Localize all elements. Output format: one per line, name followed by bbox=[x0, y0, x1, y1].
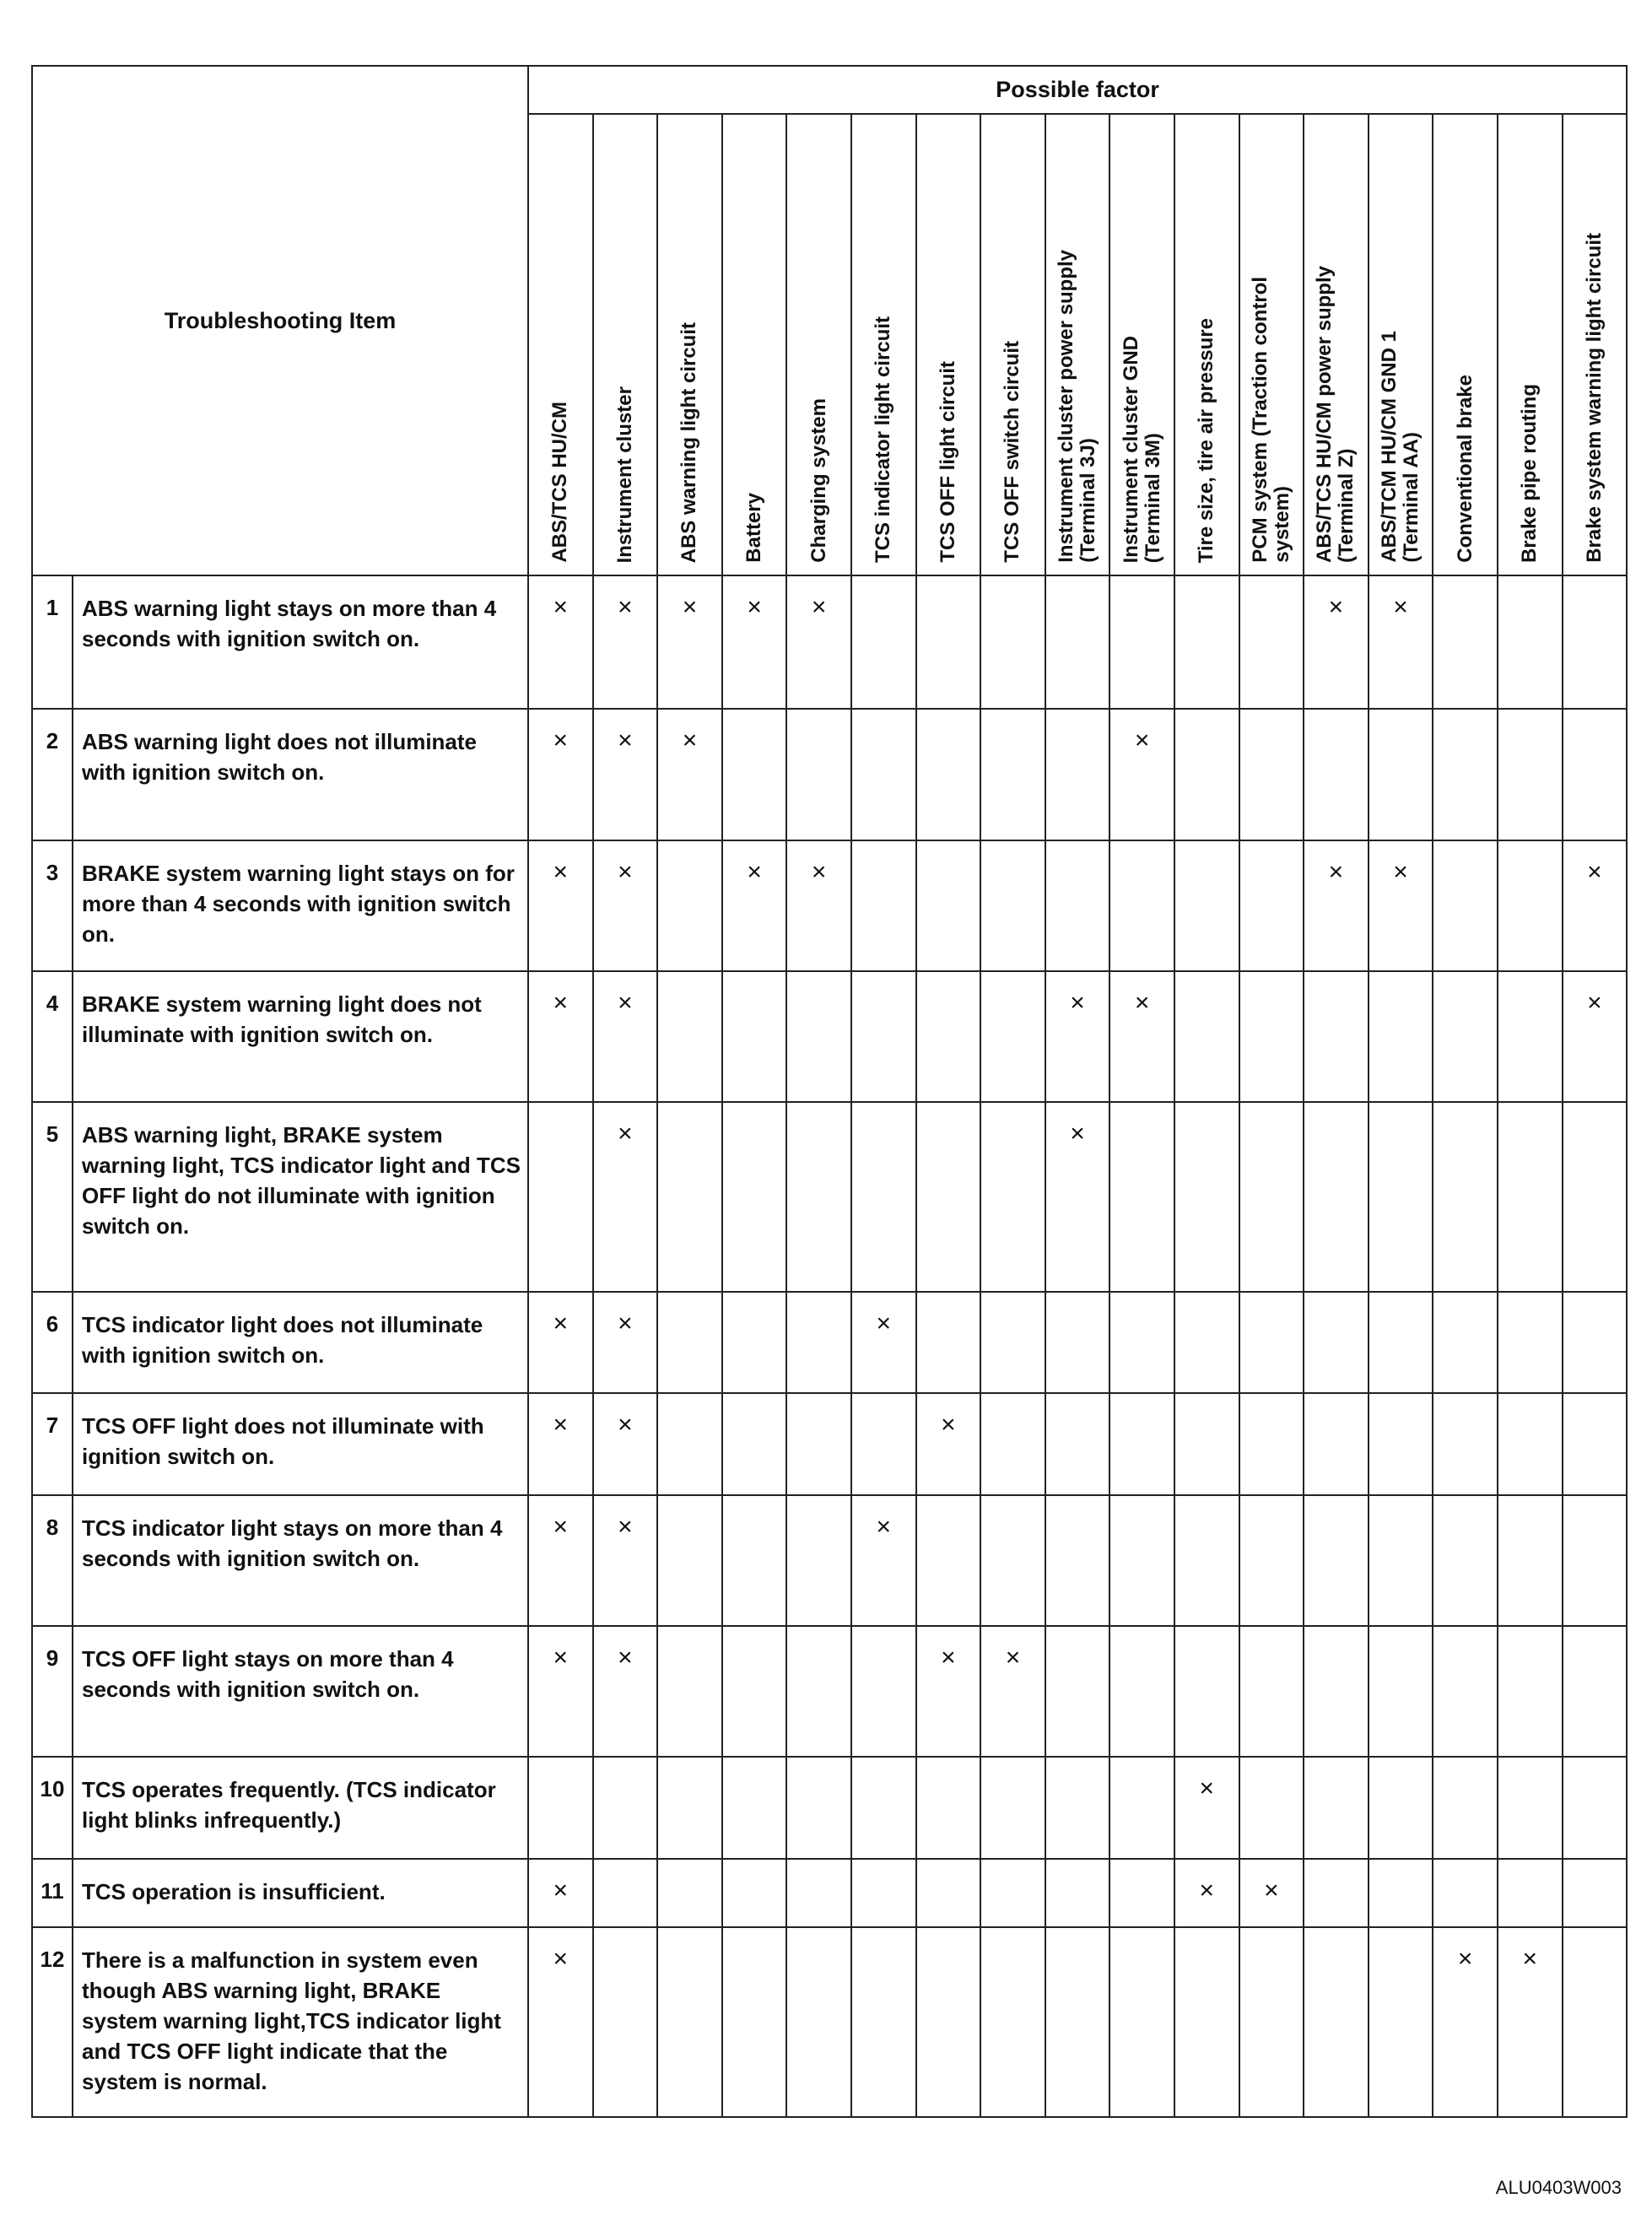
factor-cell-empty bbox=[1174, 840, 1239, 971]
factor-cell-empty bbox=[1109, 575, 1174, 709]
factor-mark: × bbox=[1369, 840, 1433, 971]
factor-cell-empty bbox=[1239, 1626, 1304, 1757]
factor-cell-empty bbox=[1563, 1292, 1628, 1394]
table-row bbox=[32, 575, 1627, 709]
factor-cell-empty bbox=[786, 1626, 851, 1757]
factor-cell-empty bbox=[1498, 709, 1563, 840]
factor-cell-empty bbox=[1174, 709, 1239, 840]
factor-mark: × bbox=[528, 971, 593, 1102]
factor-header-cell bbox=[593, 114, 658, 575]
factor-mark: × bbox=[722, 840, 787, 971]
factor-cell-empty bbox=[1304, 1495, 1369, 1626]
factor-cell-empty bbox=[657, 1859, 722, 1928]
table-row bbox=[32, 1102, 1627, 1292]
factor-mark: × bbox=[593, 971, 658, 1102]
factor-header-cell bbox=[786, 114, 851, 575]
factor-mark: × bbox=[528, 709, 593, 840]
factor-cell-empty bbox=[1433, 575, 1498, 709]
factor-cell-empty bbox=[1174, 1393, 1239, 1495]
factor-cell-empty bbox=[980, 709, 1045, 840]
factor-cell-empty bbox=[593, 1927, 658, 2117]
factor-mark: × bbox=[1109, 971, 1174, 1102]
factor-cell-empty bbox=[1045, 1757, 1110, 1859]
factor-cell-empty bbox=[657, 840, 722, 971]
factor-label: Battery bbox=[742, 493, 766, 563]
factor-label: PCM system (Traction control system) bbox=[1248, 277, 1293, 563]
factor-cell-empty bbox=[1109, 1757, 1174, 1859]
factor-cell-empty bbox=[722, 1102, 787, 1292]
factor-cell-empty bbox=[786, 1292, 851, 1394]
factor-header-cell bbox=[1174, 114, 1239, 575]
factor-header-cell bbox=[1109, 114, 1174, 575]
factor-cell-empty bbox=[916, 709, 981, 840]
factor-cell-empty bbox=[1498, 1495, 1563, 1626]
factor-cell-empty bbox=[1563, 1495, 1628, 1626]
factor-cell-empty bbox=[1433, 1757, 1498, 1859]
factor-cell-empty bbox=[1433, 840, 1498, 971]
factor-header-cell bbox=[1498, 114, 1563, 575]
factor-cell-empty bbox=[657, 1927, 722, 2117]
factor-cell-empty bbox=[1174, 971, 1239, 1102]
factor-header-cell bbox=[1239, 114, 1304, 575]
troubleshooting-item-text: TCS OFF light does not illuminate with ignition switch on. bbox=[73, 1393, 528, 1495]
row-number: 11 bbox=[32, 1859, 73, 1928]
factor-cell-empty bbox=[980, 971, 1045, 1102]
factor-cell-empty bbox=[722, 1757, 787, 1859]
factor-cell-empty bbox=[1369, 1393, 1433, 1495]
troubleshooting-item-text: ABS warning light does not illuminate with ignition switch on. bbox=[73, 709, 528, 840]
factor-cell-empty bbox=[1433, 709, 1498, 840]
factor-label: Conventional brake bbox=[1453, 375, 1477, 563]
factor-label: Instrument cluster bbox=[613, 386, 636, 563]
factor-mark: × bbox=[1563, 971, 1628, 1102]
factor-cell-empty bbox=[916, 1859, 981, 1928]
row-number: 3 bbox=[32, 840, 73, 971]
factor-cell-empty bbox=[1174, 575, 1239, 709]
factor-cell-empty bbox=[722, 1859, 787, 1928]
factor-cell-empty bbox=[916, 1927, 981, 2117]
factor-cell-empty bbox=[980, 1495, 1045, 1626]
factor-cell-empty bbox=[593, 1859, 658, 1928]
factor-cell-empty bbox=[1239, 575, 1304, 709]
factor-cell-empty bbox=[1304, 1626, 1369, 1757]
factor-cell-empty bbox=[1109, 1626, 1174, 1757]
factor-cell-empty bbox=[1109, 1927, 1174, 2117]
factor-mark: × bbox=[657, 709, 722, 840]
factor-cell-empty bbox=[657, 1495, 722, 1626]
factor-cell-empty bbox=[851, 709, 916, 840]
table-row bbox=[32, 1393, 1627, 1495]
factor-label: Instrument cluster GND (Terminal 3M) bbox=[1119, 335, 1164, 563]
factor-cell-empty bbox=[851, 1757, 916, 1859]
factor-cell-empty bbox=[1369, 709, 1433, 840]
row-number: 1 bbox=[32, 575, 73, 709]
table-row bbox=[32, 840, 1627, 971]
factor-cell-empty bbox=[1174, 1292, 1239, 1394]
factor-mark: × bbox=[528, 1495, 593, 1626]
factor-cell-empty bbox=[980, 1757, 1045, 1859]
factor-cell-empty bbox=[1304, 1757, 1369, 1859]
factor-cell-empty bbox=[1433, 971, 1498, 1102]
factor-cell-empty bbox=[916, 840, 981, 971]
factor-mark: × bbox=[528, 1393, 593, 1495]
factor-cell-empty bbox=[916, 1757, 981, 1859]
troubleshooting-item-text: TCS operation is insufficient. bbox=[73, 1859, 528, 1928]
factor-cell-empty bbox=[1045, 840, 1110, 971]
factor-cell-empty bbox=[657, 1102, 722, 1292]
factor-header-cell bbox=[851, 114, 916, 575]
factor-mark: × bbox=[1174, 1757, 1239, 1859]
row-number: 8 bbox=[32, 1495, 73, 1626]
factor-cell-empty bbox=[1563, 1102, 1628, 1292]
factor-mark: × bbox=[851, 1495, 916, 1626]
factor-mark: × bbox=[786, 575, 851, 709]
factor-label: Instrument cluster power supply (Terminal 3J) bbox=[1055, 250, 1100, 563]
factor-cell-empty bbox=[786, 971, 851, 1102]
factor-cell-empty bbox=[786, 1859, 851, 1928]
factor-cell-empty bbox=[1369, 1859, 1433, 1928]
factor-cell-empty bbox=[916, 1495, 981, 1626]
factor-cell-empty bbox=[1045, 1292, 1110, 1394]
row-number: 9 bbox=[32, 1626, 73, 1757]
factor-cell-empty bbox=[1304, 1102, 1369, 1292]
factor-cell-empty bbox=[1433, 1626, 1498, 1757]
factor-cell-empty bbox=[1045, 1495, 1110, 1626]
factor-cell-empty bbox=[1304, 971, 1369, 1102]
factor-cell-empty bbox=[851, 1102, 916, 1292]
factor-cell-empty bbox=[722, 1292, 787, 1394]
row-number: 12 bbox=[32, 1927, 73, 2117]
factor-cell-empty bbox=[1304, 1927, 1369, 2117]
factor-cell-empty bbox=[1045, 1393, 1110, 1495]
troubleshooting-item-text: TCS operates frequently. (TCS indicator light blinks infrequently.) bbox=[73, 1757, 528, 1859]
factor-header-cell bbox=[1433, 114, 1498, 575]
factor-label: ABS warning light circuit bbox=[678, 321, 701, 563]
factor-header-cell bbox=[1045, 114, 1110, 575]
factor-header-cell bbox=[528, 114, 593, 575]
factor-cell-empty bbox=[1563, 1927, 1628, 2117]
factor-cell-empty bbox=[1239, 1102, 1304, 1292]
factor-cell-empty bbox=[1109, 1102, 1174, 1292]
factor-mark: × bbox=[593, 1495, 658, 1626]
factor-mark: × bbox=[1433, 1927, 1498, 2117]
factor-cell-empty bbox=[980, 840, 1045, 971]
factor-cell-empty bbox=[722, 1626, 787, 1757]
factor-mark: × bbox=[593, 575, 658, 709]
table-row bbox=[32, 1927, 1627, 2117]
factor-cell-empty bbox=[851, 971, 916, 1102]
factor-cell-empty bbox=[657, 1393, 722, 1495]
factor-cell-empty bbox=[722, 971, 787, 1102]
table-row bbox=[32, 1495, 1627, 1626]
factor-mark: × bbox=[593, 1102, 658, 1292]
factor-cell-empty bbox=[1174, 1495, 1239, 1626]
factor-cell-empty bbox=[1433, 1859, 1498, 1928]
figure-code: ALU0403W003 bbox=[1495, 2177, 1622, 2198]
factor-cell-empty bbox=[1045, 575, 1110, 709]
factor-mark: × bbox=[1045, 1102, 1110, 1292]
factor-header-cell bbox=[1563, 114, 1628, 575]
factor-mark: × bbox=[528, 1626, 593, 1757]
factor-label: TCS OFF light circuit bbox=[936, 361, 959, 563]
factor-mark: × bbox=[528, 575, 593, 709]
troubleshooting-item-text: BRAKE system warning light does not illuminate with ignition switch on. bbox=[73, 971, 528, 1102]
factor-cell-empty bbox=[980, 1927, 1045, 2117]
factor-cell-empty bbox=[851, 1626, 916, 1757]
factor-header-cell bbox=[1304, 114, 1369, 575]
factor-mark: × bbox=[1304, 840, 1369, 971]
factor-cell-empty bbox=[916, 575, 981, 709]
factor-cell-empty bbox=[1563, 1859, 1628, 1928]
table-row bbox=[32, 1859, 1627, 1928]
factor-cell-empty bbox=[851, 1927, 916, 2117]
factor-cell-empty bbox=[851, 575, 916, 709]
factor-cell-empty bbox=[916, 971, 981, 1102]
troubleshooting-item-text: TCS OFF light stays on more than 4 seconds with ignition switch on. bbox=[73, 1626, 528, 1757]
row-number: 2 bbox=[32, 709, 73, 840]
factor-cell-empty bbox=[786, 1393, 851, 1495]
factor-cell-empty bbox=[657, 971, 722, 1102]
factor-cell-empty bbox=[1109, 1495, 1174, 1626]
factor-cell-empty bbox=[786, 709, 851, 840]
factor-cell-empty bbox=[1369, 1757, 1433, 1859]
factor-mark: × bbox=[1239, 1859, 1304, 1928]
factor-mark: × bbox=[1498, 1927, 1563, 2117]
factor-cell-empty bbox=[1239, 709, 1304, 840]
factor-mark: × bbox=[593, 840, 658, 971]
factor-cell-empty bbox=[1239, 1393, 1304, 1495]
factor-cell-empty bbox=[1498, 840, 1563, 971]
factor-cell-empty bbox=[1433, 1393, 1498, 1495]
table-row bbox=[32, 709, 1627, 840]
factor-label: Charging system bbox=[807, 398, 830, 563]
factor-mark: × bbox=[657, 575, 722, 709]
factor-cell-empty bbox=[1369, 1626, 1433, 1757]
factor-cell-empty bbox=[1563, 1393, 1628, 1495]
factor-mark: × bbox=[528, 1927, 593, 2117]
factor-cell-empty bbox=[1498, 1757, 1563, 1859]
factor-cell-empty bbox=[1239, 971, 1304, 1102]
factor-cell-empty bbox=[980, 1393, 1045, 1495]
factor-label: ABS/TCS HU/CM bbox=[548, 402, 572, 563]
factor-cell-empty bbox=[1563, 1626, 1628, 1757]
factor-cell-empty bbox=[1109, 1292, 1174, 1394]
factor-cell-empty bbox=[657, 1626, 722, 1757]
factor-mark: × bbox=[722, 575, 787, 709]
factor-cell-empty bbox=[1498, 1102, 1563, 1292]
factor-cell-empty bbox=[1369, 1495, 1433, 1626]
factor-mark: × bbox=[1369, 575, 1433, 709]
factor-cell-empty bbox=[851, 1393, 916, 1495]
factor-label: Brake pipe routing bbox=[1518, 383, 1541, 563]
factor-label: ABS/TCS HU/CM power supply (Terminal Z) bbox=[1313, 265, 1358, 563]
factor-cell-empty bbox=[722, 709, 787, 840]
troubleshooting-item-text: TCS indicator light stays on more than 4 seconds with ignition switch on. bbox=[73, 1495, 528, 1626]
factor-mark: × bbox=[593, 1292, 658, 1394]
table-row bbox=[32, 1626, 1627, 1757]
factor-cell-empty bbox=[1239, 1495, 1304, 1626]
factor-mark: × bbox=[851, 1292, 916, 1394]
factor-mark: × bbox=[593, 1626, 658, 1757]
factor-cell-empty bbox=[786, 1102, 851, 1292]
possible-factor-header: Possible factor bbox=[528, 66, 1627, 114]
factor-label: TCS OFF switch circuit bbox=[1001, 341, 1024, 563]
factor-cell-empty bbox=[1304, 1292, 1369, 1394]
factor-cell-empty bbox=[1174, 1102, 1239, 1292]
factor-cell-empty bbox=[528, 1102, 593, 1292]
troubleshooting-item-text: BRAKE system warning light stays on for more than 4 seconds with ignition switch on. bbox=[73, 840, 528, 971]
factor-cell-empty bbox=[851, 1859, 916, 1928]
factor-cell-empty bbox=[786, 1757, 851, 1859]
factor-cell-empty bbox=[657, 1292, 722, 1394]
factor-mark: × bbox=[1109, 709, 1174, 840]
factor-cell-empty bbox=[1369, 1102, 1433, 1292]
factor-mark: × bbox=[1045, 971, 1110, 1102]
factor-cell-empty bbox=[1045, 1859, 1110, 1928]
factor-cell-empty bbox=[1174, 1626, 1239, 1757]
factor-header-cell bbox=[657, 114, 722, 575]
factor-cell-empty bbox=[980, 1859, 1045, 1928]
factor-cell-empty bbox=[1433, 1292, 1498, 1394]
table-row bbox=[32, 971, 1627, 1102]
factor-header-cell bbox=[980, 114, 1045, 575]
factor-cell-empty bbox=[1433, 1495, 1498, 1626]
factor-mark: × bbox=[1174, 1859, 1239, 1928]
row-number: 5 bbox=[32, 1102, 73, 1292]
factor-mark: × bbox=[980, 1626, 1045, 1757]
factor-cell-empty bbox=[1369, 971, 1433, 1102]
factor-mark: × bbox=[786, 840, 851, 971]
factor-cell-empty bbox=[1109, 840, 1174, 971]
factor-cell-empty bbox=[1498, 971, 1563, 1102]
factor-cell-empty bbox=[980, 1102, 1045, 1292]
factor-mark: × bbox=[593, 1393, 658, 1495]
factor-cell-empty bbox=[1045, 1626, 1110, 1757]
factor-mark: × bbox=[1563, 840, 1628, 971]
factor-cell-empty bbox=[851, 840, 916, 971]
factor-cell-empty bbox=[1174, 1927, 1239, 2117]
row-number: 7 bbox=[32, 1393, 73, 1495]
factor-cell-empty bbox=[980, 1292, 1045, 1394]
factor-cell-empty bbox=[1304, 1859, 1369, 1928]
factor-cell-empty bbox=[1304, 709, 1369, 840]
troubleshooting-item-text: TCS indicator light does not illuminate with ignition switch on. bbox=[73, 1292, 528, 1394]
troubleshooting-item-text: ABS warning light stays on more than 4 seconds with ignition switch on. bbox=[73, 575, 528, 709]
factor-cell-empty bbox=[1239, 1757, 1304, 1859]
factor-cell-empty bbox=[1498, 1626, 1563, 1757]
factor-mark: × bbox=[528, 840, 593, 971]
factor-cell-empty bbox=[786, 1927, 851, 2117]
table-row bbox=[32, 1757, 1627, 1859]
factor-cell-empty bbox=[1045, 1927, 1110, 2117]
factor-cell-empty bbox=[657, 1757, 722, 1859]
factor-cell-empty bbox=[916, 1102, 981, 1292]
factor-cell-empty bbox=[1498, 1859, 1563, 1928]
factor-header-cell bbox=[916, 114, 981, 575]
factor-cell-empty bbox=[1239, 1927, 1304, 2117]
factor-cell-empty bbox=[1498, 1292, 1563, 1394]
factor-cell-empty bbox=[722, 1393, 787, 1495]
factor-cell-empty bbox=[722, 1927, 787, 2117]
factor-cell-empty bbox=[1109, 1859, 1174, 1928]
factor-mark: × bbox=[528, 1859, 593, 1928]
factor-label: Brake system warning light circuit bbox=[1582, 233, 1606, 563]
factor-header-cell bbox=[1369, 114, 1433, 575]
factor-cell-empty bbox=[593, 1757, 658, 1859]
factor-cell-empty bbox=[722, 1495, 787, 1626]
factor-mark: × bbox=[528, 1292, 593, 1394]
factor-cell-empty bbox=[1433, 1102, 1498, 1292]
header-row-top bbox=[32, 66, 1627, 114]
factor-mark: × bbox=[1304, 575, 1369, 709]
factor-cell-empty bbox=[916, 1292, 981, 1394]
factor-cell-empty bbox=[980, 575, 1045, 709]
factor-cell-empty bbox=[1239, 1292, 1304, 1394]
factor-mark: × bbox=[916, 1393, 981, 1495]
factor-cell-empty bbox=[1498, 575, 1563, 709]
troubleshooting-item-header: Troubleshooting Item bbox=[32, 66, 528, 575]
factor-cell-empty bbox=[786, 1495, 851, 1626]
row-number: 10 bbox=[32, 1757, 73, 1859]
row-number: 6 bbox=[32, 1292, 73, 1394]
factor-mark: × bbox=[593, 709, 658, 840]
factor-cell-empty bbox=[1304, 1393, 1369, 1495]
table-row bbox=[32, 1292, 1627, 1394]
row-number: 4 bbox=[32, 971, 73, 1102]
troubleshooting-item-text: ABS warning light, BRAKE system warning light, TCS indicator light and TCS OFF light do not illuminate with ignition switch on. bbox=[73, 1102, 528, 1292]
factor-cell-empty bbox=[1563, 575, 1628, 709]
factor-cell-empty bbox=[1563, 1757, 1628, 1859]
factor-label: ABS/TCM HU/CM GND 1 (Terminal AA) bbox=[1378, 331, 1423, 563]
troubleshooting-item-text: There is a malfunction in system even though ABS warning light, BRAKE system warning light,TCS indicator light and TCS OFF light indicate that the system is normal. bbox=[73, 1927, 528, 2117]
factor-label: TCS indicator light circuit bbox=[872, 316, 895, 563]
factor-cell-empty bbox=[1109, 1393, 1174, 1495]
factor-cell-empty bbox=[1563, 709, 1628, 840]
factor-cell-empty bbox=[1369, 1927, 1433, 2117]
factor-cell-empty bbox=[1239, 840, 1304, 971]
factor-label: Tire size, tire air pressure bbox=[1195, 317, 1218, 563]
factor-cell-empty bbox=[1498, 1393, 1563, 1495]
factor-cell-empty bbox=[1045, 709, 1110, 840]
factor-cell-empty bbox=[1369, 1292, 1433, 1394]
factor-mark: × bbox=[916, 1626, 981, 1757]
factor-header-cell bbox=[722, 114, 787, 575]
troubleshooting-table bbox=[31, 65, 1628, 2118]
factor-cell-empty bbox=[528, 1757, 593, 1859]
